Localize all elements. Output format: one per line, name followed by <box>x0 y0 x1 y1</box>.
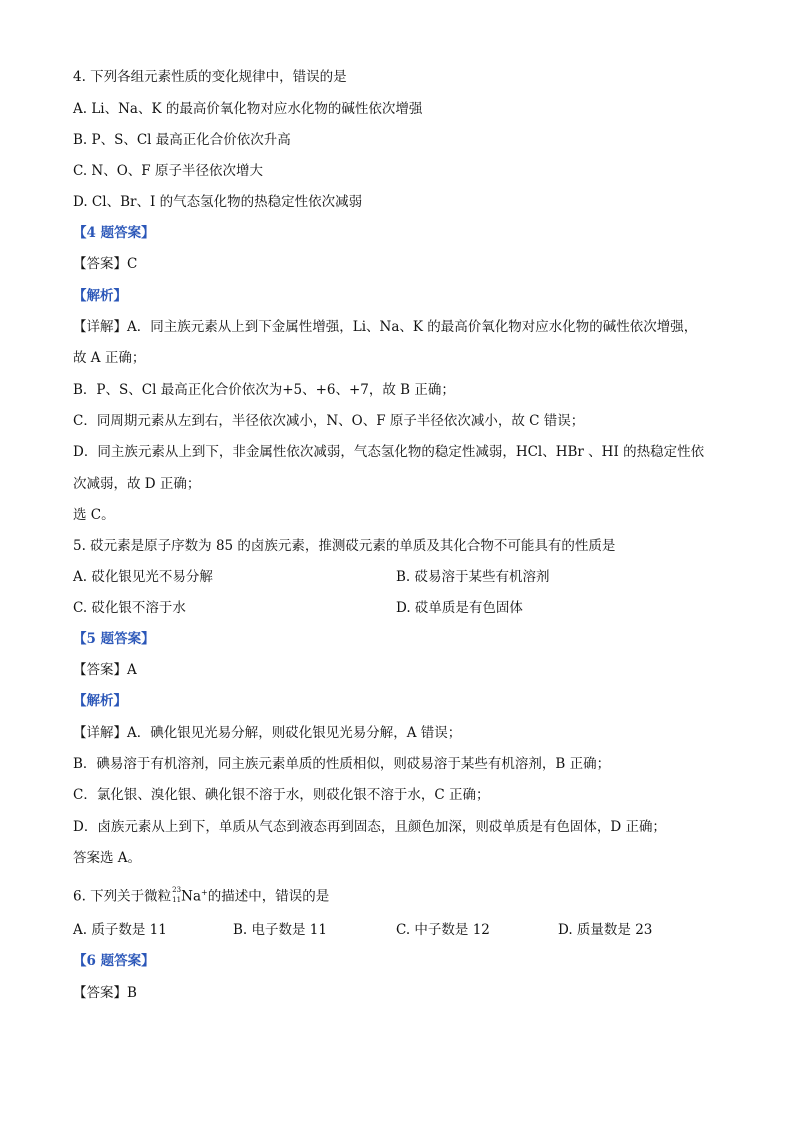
q6-answer-header: 【6 题答案】 <box>73 953 155 969</box>
q4-option-b: B. P、S、Cl 最高正化合价依次升高 <box>73 132 291 148</box>
q5-option-c: C. 砹化银不溶于水 <box>73 600 186 616</box>
q4-analysis-line: 【详解】A．同主族元素从上到下金属性增强，Li、Na、K 的最高价氧化物对应水化物的碱性依次增强， <box>73 319 698 335</box>
q5-stem: 5. 砹元素是原子序数为 85 的卤族元素，推测砹元素的单质及其化合物不可能具有的性质是 <box>73 538 616 554</box>
q6-stem-before: 6. 下列关于微粒 <box>73 888 172 905</box>
q4-analysis-line: 故 A 正确； <box>73 350 146 366</box>
q5-option-b: B. 砹易溶于某些有机溶剂 <box>396 569 550 585</box>
q6-answer: 【答案】B <box>73 985 137 1001</box>
q4-analysis-line: 次减弱，故 D 正确； <box>73 476 201 492</box>
mass-number: 23 <box>172 885 182 894</box>
q4-analysis-line: B．P、S、Cl 最高正化合价依次为+5、+6、+7，故 B 正确； <box>73 382 455 398</box>
q4-answer-header: 【4 题答案】 <box>73 225 155 241</box>
ion-charge: + <box>201 888 208 897</box>
q4-analysis-line: C．同周期元素从左到右，半径依次减小，N、O、F 原子半径依次减小，故 C 错误； <box>73 413 585 429</box>
q6-option-d: D. 质量数是 23 <box>558 922 653 938</box>
q4-analysis-line: 选 C。 <box>73 507 115 523</box>
q5-analysis-header: 【解析】 <box>73 693 127 709</box>
nuclide-notation <box>171 885 182 904</box>
q5-analysis-line: 【详解】A．碘化银见光易分解，则砹化银见光易分解，A 错误； <box>73 725 462 741</box>
q5-analysis-line: D．卤族元素从上到下，单质从气态到液态再到固态，且颜色加深，则砹单质是有色固体，D 正确； <box>73 819 666 835</box>
q6-stem <box>73 884 329 906</box>
q6-stem-after: 的描述中，错误的是 <box>207 888 330 905</box>
q4-answer: 【答案】C <box>73 256 138 272</box>
q4-analysis-line: D．同主族元素从上到下，非金属性依次减弱，气态氢化物的稳定性减弱，HCl、HBr 、HI 的热稳定性依 <box>73 444 705 460</box>
q5-option-d: D. 砹单质是有色固体 <box>396 600 523 616</box>
q5-analysis-line: B．碘易溶于有机溶剂，同主族元素单质的性质相似，则砹易溶于某些有机溶剂，B 正确； <box>73 756 611 772</box>
q5-answer-header: 【5 题答案】 <box>73 631 155 647</box>
q4-analysis-header: 【解析】 <box>73 288 127 304</box>
q5-analysis-line: C．氯化银、溴化银、碘化银不溶于水，则砹化银不溶于水，C 正确； <box>73 787 490 803</box>
q4-option-a: A. Li、Na、K 的最高价氧化物对应水化物的碱性依次增强 <box>73 101 423 117</box>
q6-option-c: C. 中子数是 12 <box>396 922 490 938</box>
q6-option-a: A. 质子数是 11 <box>73 922 167 938</box>
q5-option-a: A. 砹化银见光不易分解 <box>73 569 213 585</box>
q6-option-b: B. 电子数是 11 <box>233 922 327 938</box>
q4-option-c: C. N、O、F 原子半径依次增大 <box>73 163 263 179</box>
q5-answer: 【答案】A <box>73 662 137 678</box>
element-symbol: Na <box>181 888 202 905</box>
q4-stem: 4. 下列各组元素性质的变化规律中，错误的是 <box>73 69 347 85</box>
q5-analysis-line: 答案选 A。 <box>73 850 142 866</box>
atomic-number: 11 <box>172 895 182 904</box>
q4-option-d: D. Cl、Br、I 的气态氢化物的热稳定性依次减弱 <box>73 194 363 210</box>
